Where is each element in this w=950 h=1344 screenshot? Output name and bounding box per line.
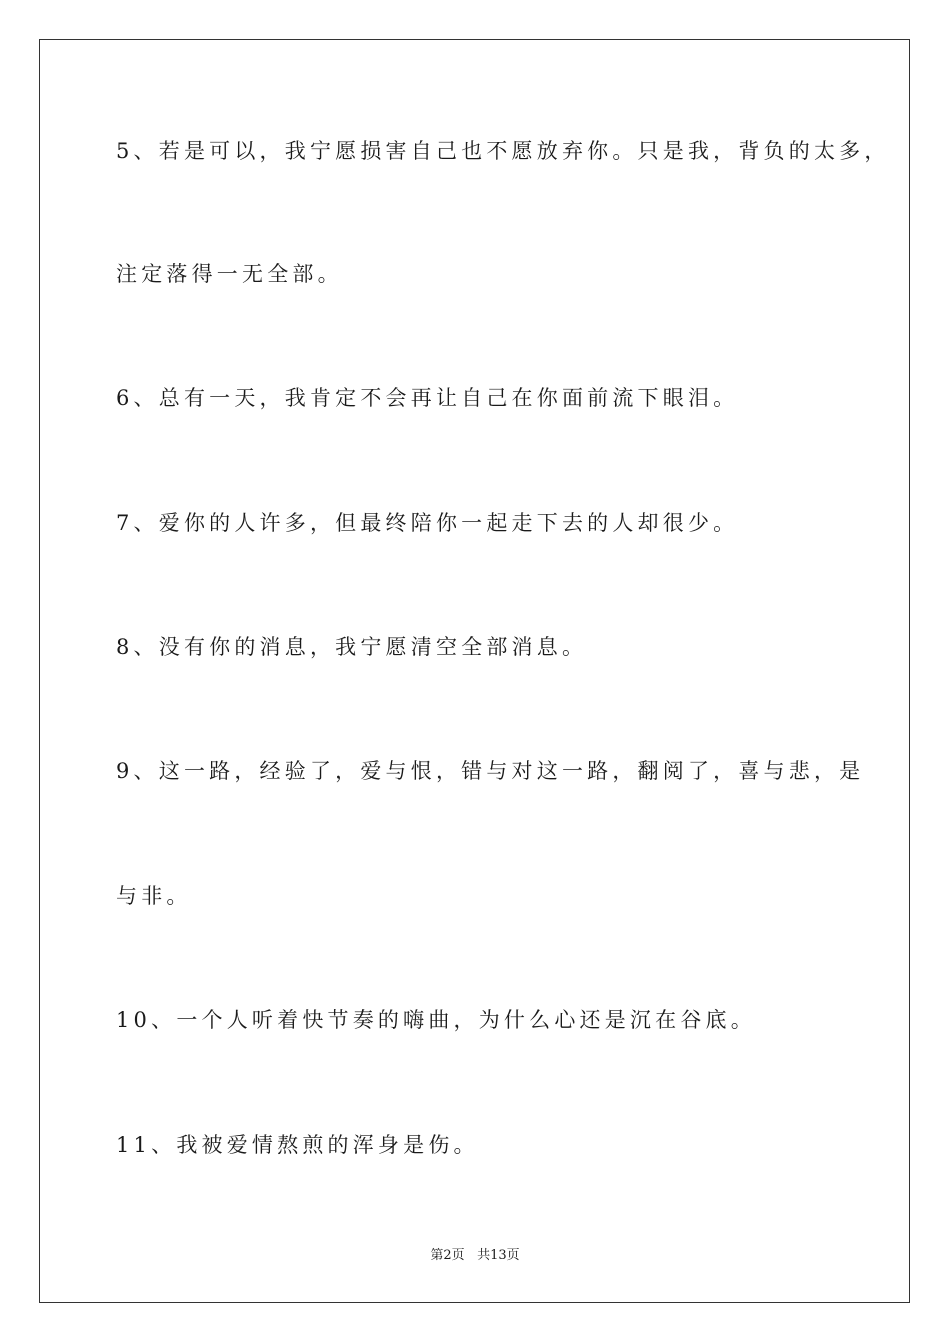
text-line: 11、我被爱情熬煎的浑身是伤。 [116, 1133, 479, 1157]
page-number: 第2页 [430, 1248, 465, 1263]
text-line: 6、总有一天，我肯定不会再让自己在你面前流下眼泪。 [116, 386, 739, 410]
text-line: 8、没有你的消息，我宁愿清空全部消息。 [116, 635, 588, 659]
text-line: 9、这一路，经验了，爱与恨，错与对这一路，翻阅了，喜与悲，是 [116, 759, 865, 783]
text-line: 10、一个人听着快节奏的嗨曲，为什么心还是沉在谷底。 [116, 1008, 756, 1032]
text-line: 5、若是可以，我宁愿损害自己也不愿放弃你。只是我，背负的太多， [116, 139, 890, 163]
page-footer [0, 1247, 950, 1265]
text-line: 与非。 [116, 884, 192, 908]
page-total: 共13页 [477, 1248, 520, 1263]
page-border [39, 39, 910, 1303]
text-line: 7、爱你的人许多，但最终陪你一起走下去的人却很少。 [116, 511, 739, 535]
text-line: 注定落得一无全部。 [116, 262, 343, 286]
